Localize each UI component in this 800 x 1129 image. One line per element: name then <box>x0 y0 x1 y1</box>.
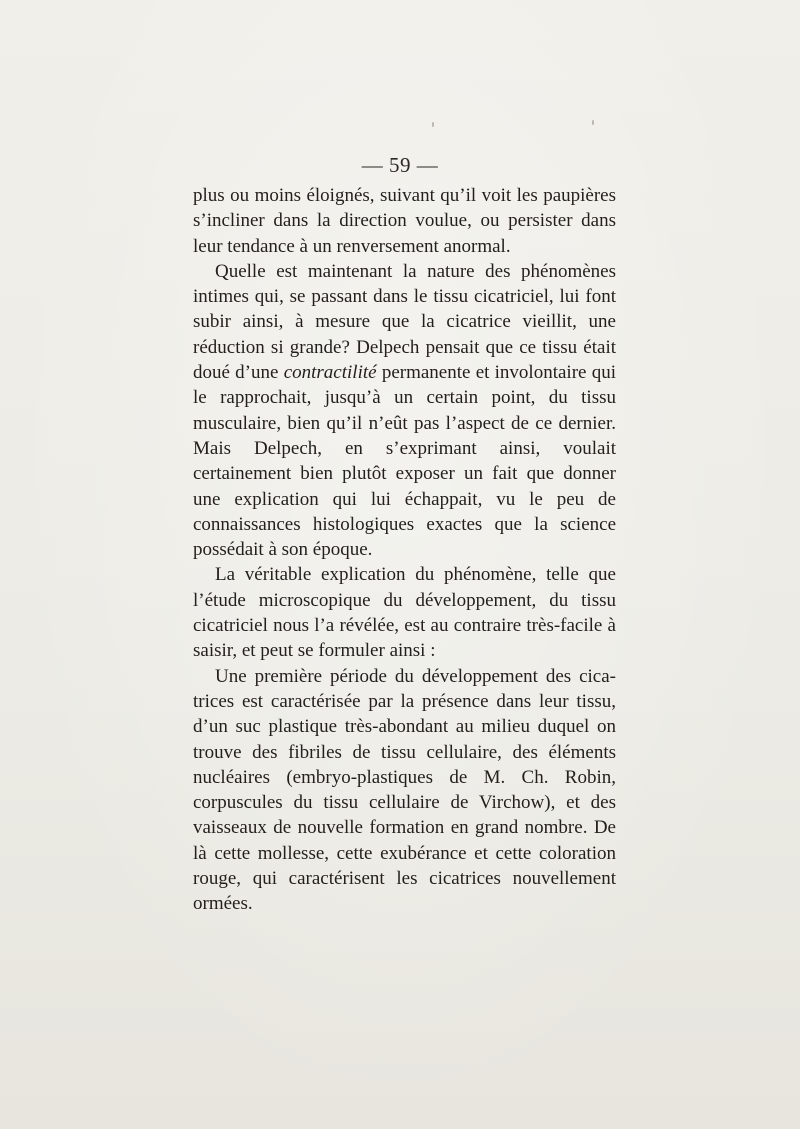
paper-speck <box>592 120 594 125</box>
paragraph-3: La véritable explication du phénomène, telle que l’étude microscopique du développement, du tissu cicatriciel nous l’a révélée, est au contraire très-facile à saisir, et peut se formuler ainsi : <box>193 564 616 662</box>
page-number: — 59 — <box>361 153 439 177</box>
paragraph-1: plus ou moins éloignés, suivant qu’il voit les paupières s’incliner dans la direction voulue, ou persister dans leur tendance à un renversement anormal. <box>193 185 616 257</box>
paragraph-2 <box>193 259 616 563</box>
paper-speck <box>432 122 434 127</box>
paragraph-2-text-start: Quelle est maintenant la nature des phénomènes intimes qui, se passant dans le tissu cicatriciel, lui font subir ainsi, à mesure que la cicatrice vieillit, une réduction si grande? Delpech pensait que ce tissu était doué d’une <box>193 260 616 384</box>
emphasis-contractilite: contractilité <box>283 362 377 384</box>
paragraph-4: Une première période du développement des cicatrices est caractérisée par la présence dans leur tissu, d’un suc plastique très-abondant au milieu duquel on trouve des fibriles de tissu cellulaire, des éléments nucléaires (embryo-plastiques de M. Ch. Robin, corpuscules du tissu cellulaire de Virchow), et des vaisseaux de nouvelle formation en grand nombre. De là cette mollesse, cette exubérance et cette coloration rouge, qui caractérisent les cicatrices nouvellement ormées. <box>193 665 616 915</box>
paragraph-2-text-end: permanente et involontaire qui le rapprochait, jusqu’à un certain point, du tissu musculaire, bien qu’il n’eût pas l’aspect de ce dernier. Mais Delpech, en s’exprimant ainsi, voulait certainement bien plutôt exposer un fait que donner une explication qui lui échappait, vu le peu de connaissances histologiques exactes que la science possédait à son époque. <box>193 362 616 561</box>
body-text <box>193 183 616 917</box>
